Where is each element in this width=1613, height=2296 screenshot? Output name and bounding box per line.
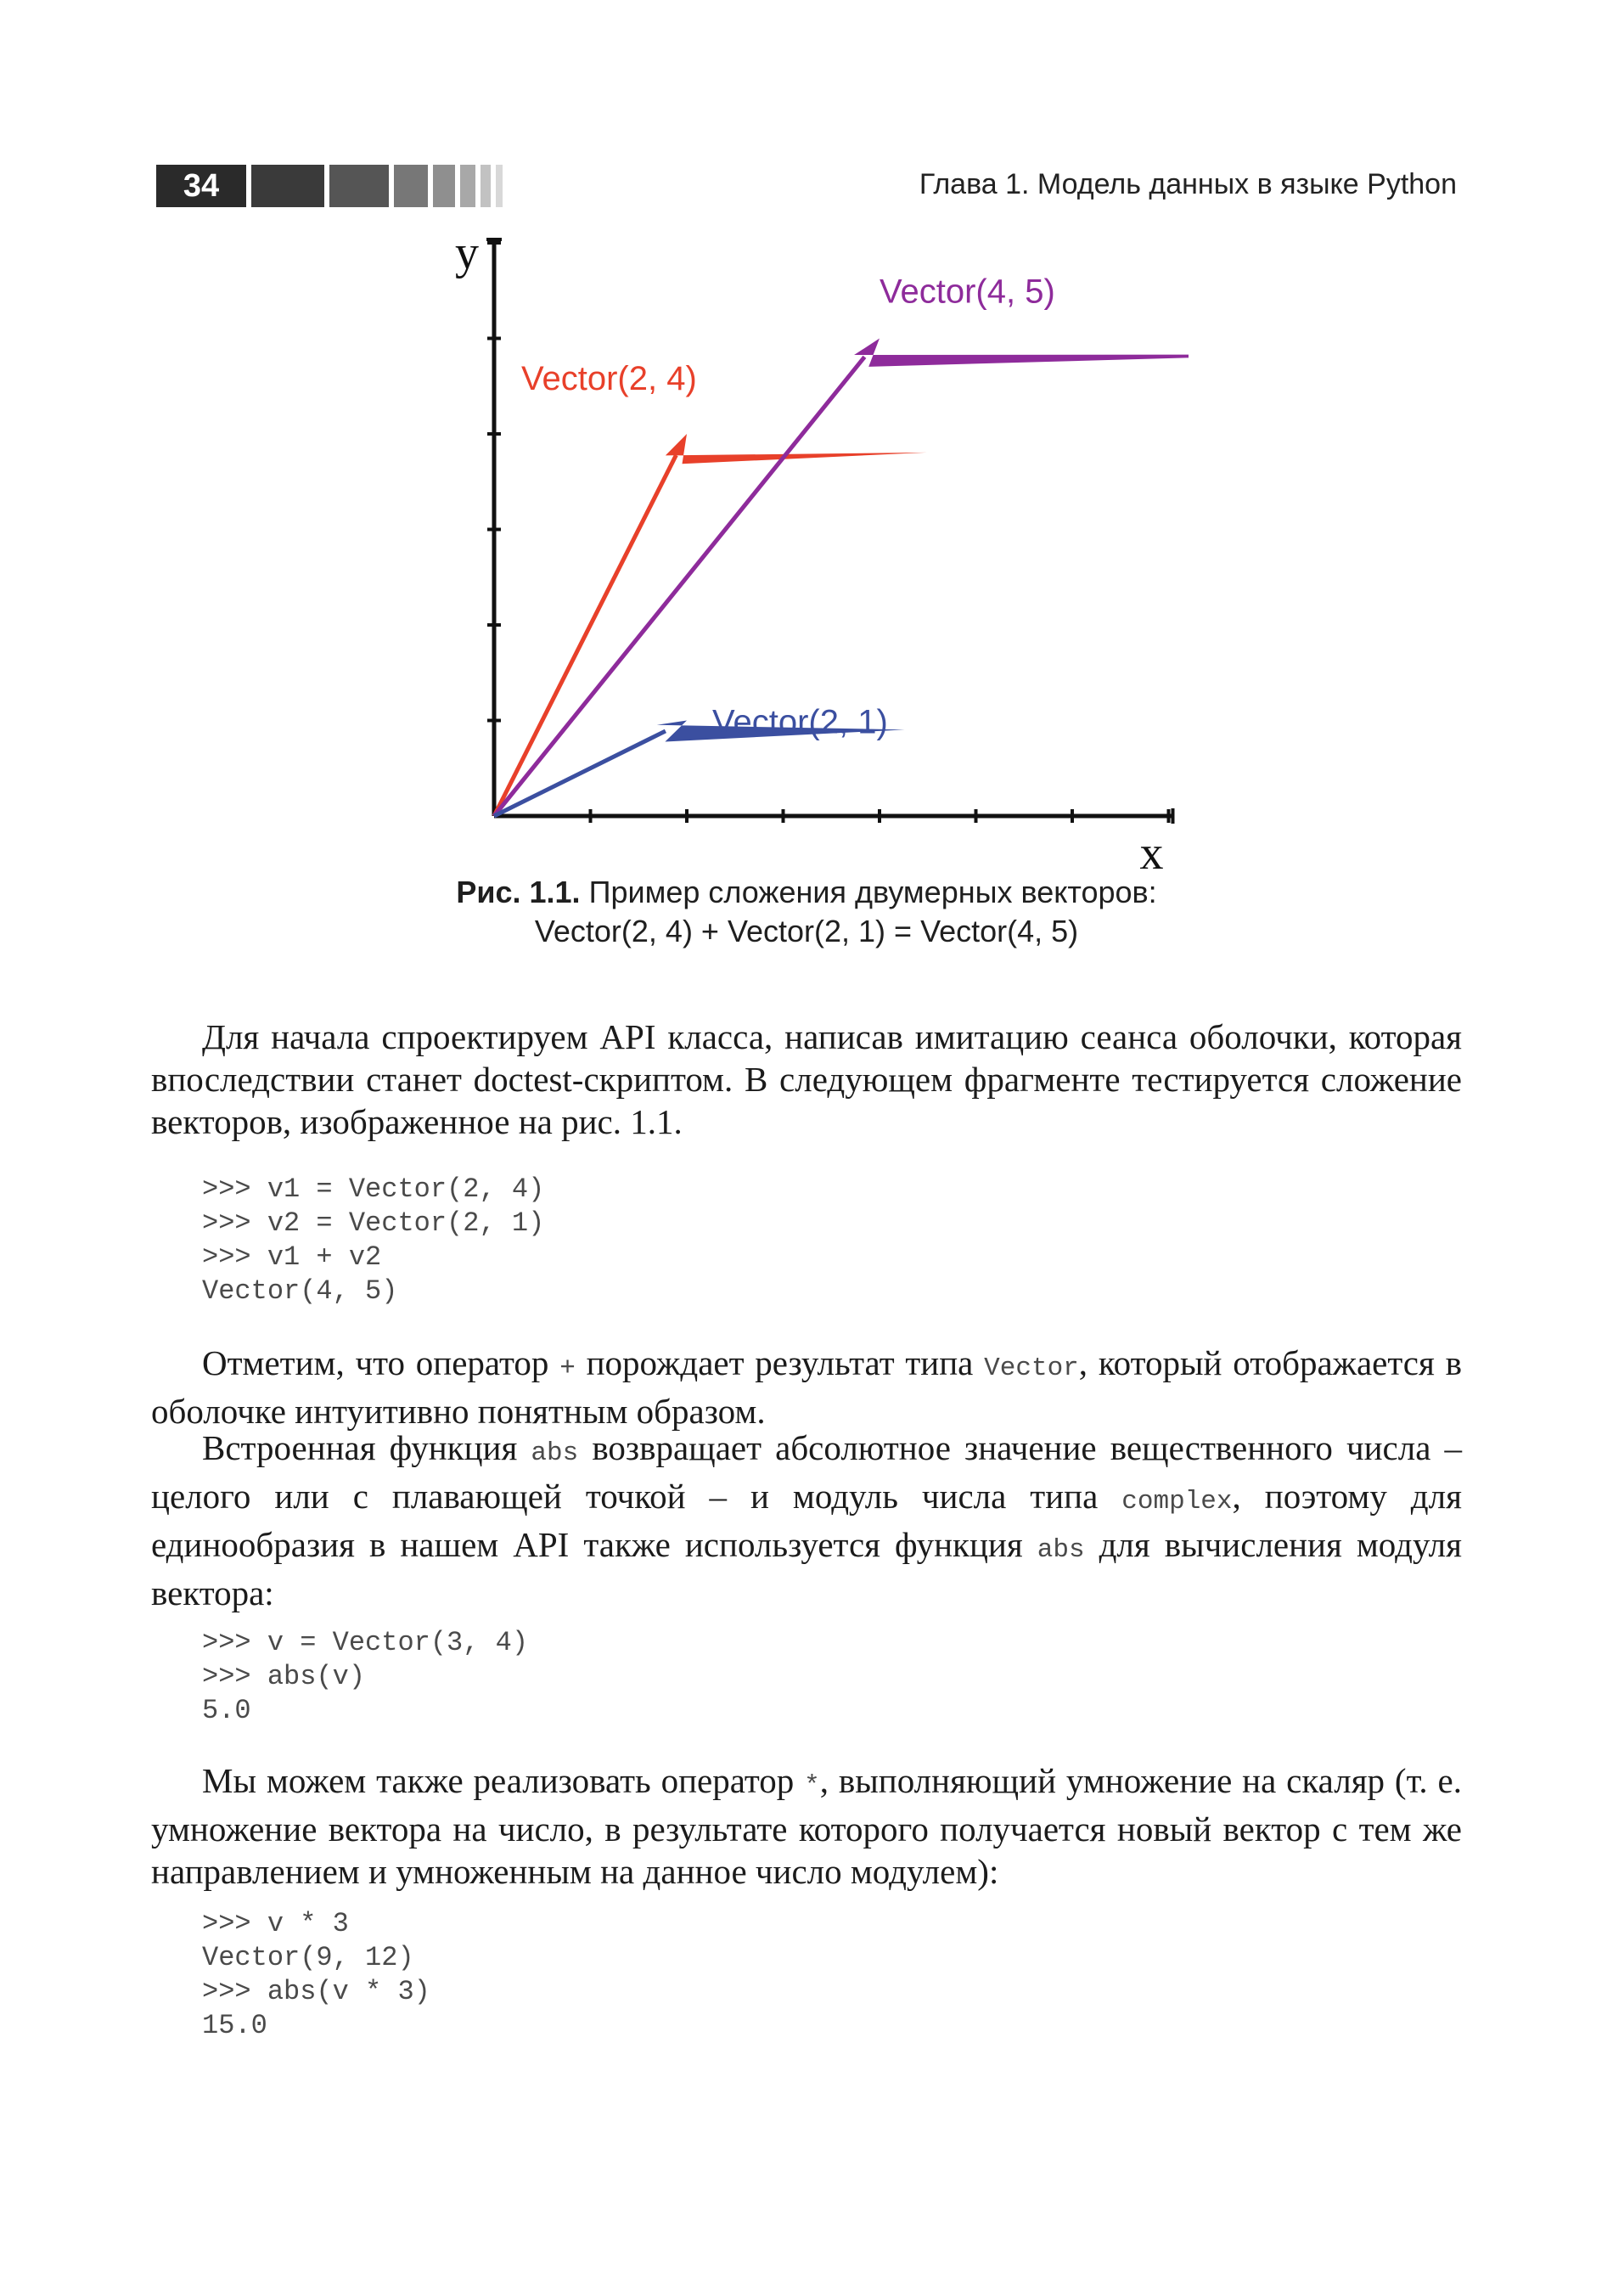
- figure-caption: [255, 873, 1358, 951]
- text-run: Отметим, что оператор: [202, 1343, 560, 1382]
- vector-vector-4-5-arrowhead: [854, 339, 1189, 367]
- text-run: Встроенная функция: [202, 1428, 531, 1467]
- text-run: для вычисления модуля вектора:: [151, 1525, 1463, 1612]
- x-axis-label: x: [1139, 827, 1164, 871]
- vector-vector-2-1-label: Vector(2, 1): [712, 703, 888, 741]
- decor-bar: [481, 165, 491, 207]
- chart-axes: [455, 234, 1173, 871]
- code-block-2: >>> v = Vector(3, 4) >>> abs(v) 5.0: [202, 1627, 529, 1726]
- decor-bar: [329, 165, 389, 207]
- vector-vector-4-5-label: Vector(4, 5): [880, 273, 1055, 311]
- decor-bar: [394, 165, 428, 207]
- caption-label: Рис. 1.1.: [456, 875, 581, 909]
- code-block-3: >>> v * 3 Vector(9, 12) >>> abs(v * 3) 15.0: [202, 1908, 430, 2041]
- text-run: , поэтому для единообразия в нашем API также используется функция: [151, 1477, 1462, 1564]
- inline-code: complex: [1121, 1487, 1233, 1517]
- chapter-title: Глава 1. Модель данных в языке Python: [919, 168, 1457, 200]
- page-header: [156, 165, 1457, 207]
- paragraph-3: [151, 1427, 1462, 1614]
- chart-vectors: [494, 273, 1189, 817]
- text-run: возвращает абсолютное значение вещественного числа – целого или с плавающей точкой – и модуль числа типа: [151, 1428, 1462, 1516]
- y-axis-label: y: [455, 234, 479, 279]
- decor-bar: [251, 165, 324, 207]
- page-number: 34: [156, 165, 246, 207]
- text-run: , который отображается в оболочке интуитивно понятным образом.: [151, 1343, 1462, 1431]
- inline-code: abs: [531, 1438, 579, 1468]
- inline-code: Vector: [984, 1353, 1079, 1383]
- caption-text: Пример сложения двумерных векторов:: [580, 875, 1157, 909]
- inline-code: *: [804, 1771, 820, 1801]
- text-run: Мы можем также реализовать оператор: [202, 1761, 805, 1800]
- vector-vector-2-4-shaft: [494, 455, 676, 816]
- vector-vector-2-4-label: Vector(2, 4): [521, 360, 697, 397]
- caption-formula: Vector(2, 4) + Vector(2, 1) = Vector(4, 5): [534, 914, 1079, 948]
- vector-chart: [424, 234, 1189, 871]
- vector-vector-4-5-shaft: [494, 357, 864, 816]
- paragraph-4: [151, 1759, 1462, 1893]
- text-run: порождает результат типа: [575, 1343, 985, 1382]
- paragraph-2: [151, 1342, 1462, 1432]
- inline-code: abs: [1037, 1535, 1085, 1565]
- code-block-1: >>> v1 = Vector(2, 4) >>> v2 = Vector(2, 1) >>> v1 + v2 Vector(4, 5): [202, 1173, 545, 1307]
- decor-bar: [433, 165, 455, 207]
- vector-vector-2-1-shaft: [494, 731, 666, 816]
- decor-bar: [496, 165, 503, 207]
- decor-bar: [460, 165, 475, 207]
- inline-code: +: [559, 1353, 576, 1383]
- text-run: , выполняющий умножение на скаляр (т. е. умножение вектора на число, в результате которого получается новый вектор с тем же направлением и умноженным на данное число модулем):: [151, 1761, 1462, 1891]
- paragraph-1: Для начала спроектируем API класса, написав имитацию сеанса оболочки, которая впоследствии станет doctest-скриптом. В следующем фрагменте тестируется сложение векторов, изображенное на рис. 1.1.: [151, 1017, 1462, 1141]
